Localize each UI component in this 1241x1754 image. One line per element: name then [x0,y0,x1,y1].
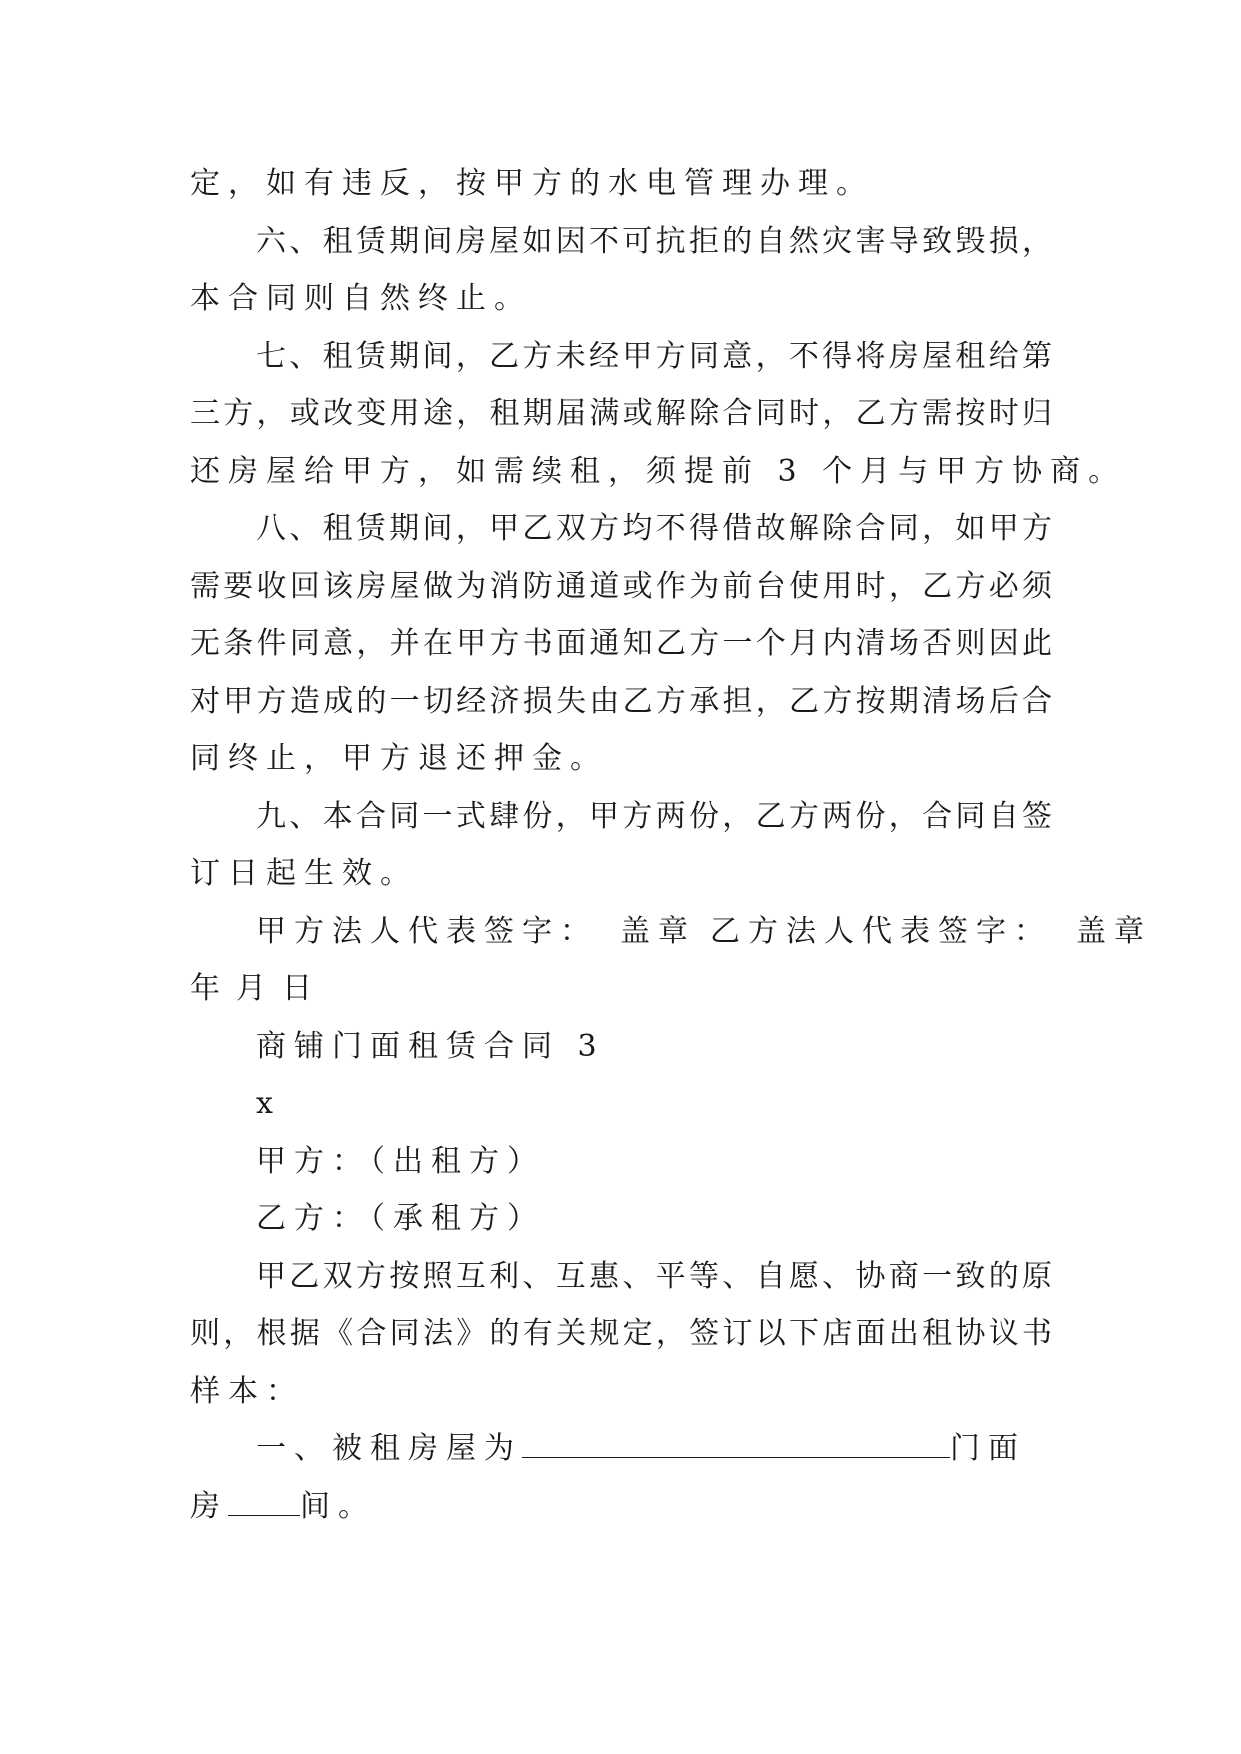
date-month: 月 [236,971,274,1006]
party-a-seal-label: 盖章 [620,913,696,949]
document-page [190,155,1152,1535]
paragraph-line: 无条件同意，并在甲方书面通知乙方一个月内清场否则因此 [190,626,1052,661]
clause-1-line [190,1420,1052,1478]
party-b-seal-label: 盖章 [1076,913,1152,949]
clause-8-line: 八、租赁期间，甲乙双方均不得借故解除合同，如甲方 [256,511,1052,546]
premises-blank [522,1423,950,1458]
clause-1-line2-suffix: 间。 [300,1488,376,1524]
party-b-signature-label: 乙方法人代表签字： [710,913,1052,949]
paragraph-line: 需要收回该房屋做为消防通道或作为前台使用时，乙方必须 [190,568,1052,604]
clause-1-suffix: 门面 [950,1431,1026,1466]
paragraph-line: 还房屋给甲方，如需续租，须提前 3 个月与甲方协商。 [190,453,1127,489]
party-b-line: 乙方：（承租方） [256,1201,545,1236]
paragraph-line: 对甲方造成的一切经济损失由乙方承担，乙方按期清场后合 [190,683,1052,719]
clause-1-line-2 [190,1478,1052,1536]
intro-line: 则，根据《合同法》的有关规定，签订以下店面出租协议书 [190,1316,1052,1351]
clause-1-prefix: 一、被租房屋为 [256,1431,522,1466]
clause-6-line: 六、租赁期间房屋如因不可抗拒的自然灾害导致毁损， [256,223,1052,259]
paragraph-line: 三方，或改变用途，租期届满或解除合同时，乙方需按时归 [190,396,1052,431]
paragraph-line: 本合同则自然终止。 [190,281,532,316]
party-a-signature-label: 甲方法人代表签字： [256,913,598,949]
date-year: 年 [190,971,228,1006]
clause-9-line: 九、本合同一式肆份，甲方两份，乙方两份，合同自签 [256,798,1052,834]
intro-line: 甲乙双方按照互利、互惠、平等、自愿、协商一致的原 [256,1258,1052,1294]
paragraph-line: 同终止，甲方退还押金。 [190,741,608,776]
date-line [190,960,1052,1018]
paragraph-line: 订日起生效。 [190,856,418,891]
room-count-blank [228,1481,300,1516]
marker-line: x [256,1086,281,1121]
intro-line: 样本： [190,1373,304,1409]
signature-line [190,903,1152,961]
clause-1-line2-prefix: 房 [190,1488,228,1524]
date-day: 日 [282,971,320,1006]
clause-7-line: 七、租赁期间，乙方未经甲方同意，不得将房屋租给第 [256,338,1052,374]
paragraph-line: 定，如有违反，按甲方的水电管理办理。 [190,166,874,201]
party-a-line: 甲方：（出租方） [256,1143,545,1179]
section-title: 商铺门面租赁合同 3 [256,1028,605,1064]
